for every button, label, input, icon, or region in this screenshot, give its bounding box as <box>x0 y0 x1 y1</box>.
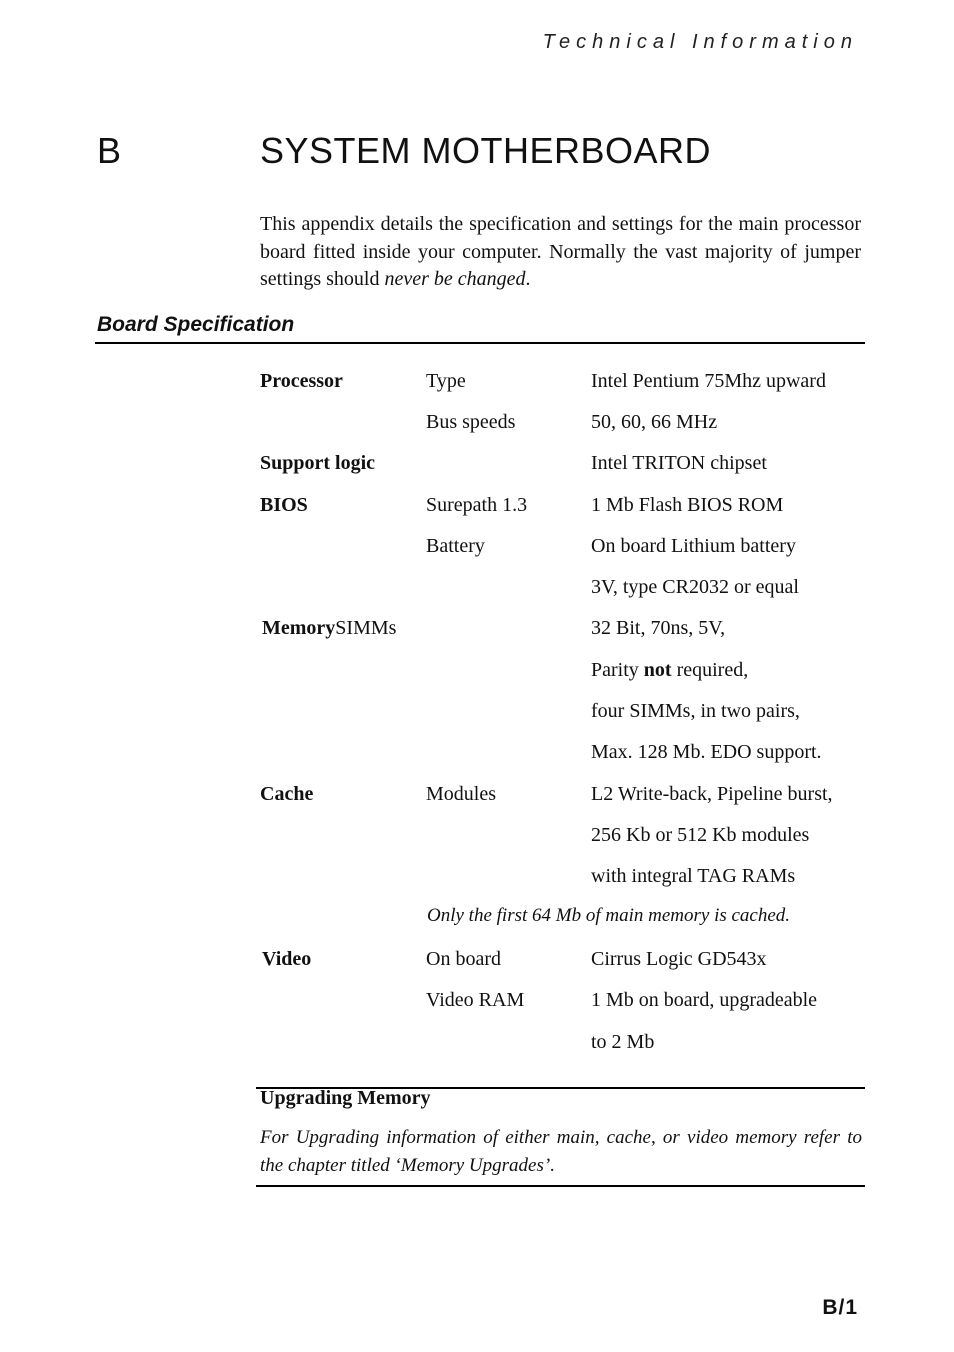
parity-text: Parity <box>591 659 644 681</box>
section-rule <box>95 342 865 344</box>
memory-label: Memory <box>262 617 336 639</box>
spec-value: Cirrus Logic GD543x <box>591 948 767 970</box>
intro-paragraph <box>260 211 861 294</box>
spec-value: 1 Mb on board, upgradeable <box>591 989 818 1011</box>
spec-value: On board Lithium battery <box>591 535 796 557</box>
spec-item: On board <box>426 948 501 970</box>
spec-label-cache: Cache <box>260 783 314 805</box>
spec-value: 256 Kb or 512 Kb modules <box>591 824 810 846</box>
upgrade-heading: Upgrading Memory <box>260 1087 431 1109</box>
spec-item: Battery <box>426 535 485 557</box>
spec-value: with integral TAG RAMs <box>591 865 796 887</box>
parity-text-end: required, <box>671 659 749 681</box>
section-heading: Board Specification <box>97 313 295 336</box>
spec-value: 50, 60, 66 MHz <box>591 411 718 433</box>
intro-text: This appendix details the specification and settings for the main processor board fitted inside your computer. Normally the vast majority of jumper settings should <box>260 213 861 290</box>
spec-item: Surepath 1.3 <box>426 494 528 516</box>
intro-text-end: . <box>525 268 531 290</box>
upgrade-text: For Upgrading information of either main, cache, or video memory refer to the chapter titled ‘Memory Upgrades’. <box>260 1127 862 1176</box>
spec-item: Bus speeds <box>426 411 516 433</box>
chapter-title: SYSTEM MOTHERBOARD <box>260 130 712 171</box>
spec-label-video: Video <box>262 948 312 970</box>
memory-item: SIMMs <box>335 617 397 639</box>
spec-value: Intel TRITON chipset <box>591 452 767 474</box>
spec-label-memory <box>262 616 396 640</box>
spec-label-processor: Processor <box>260 370 343 392</box>
spec-value: Max. 128 Mb. EDO support. <box>591 741 822 763</box>
spec-value: 1 Mb Flash BIOS ROM <box>591 494 784 516</box>
spec-value: to 2 Mb <box>591 1031 655 1053</box>
spec-item: Video RAM <box>426 989 525 1011</box>
spec-item: Type <box>426 370 466 392</box>
spec-value: L2 Write-back, Pipeline burst, <box>591 783 833 805</box>
page-number: B/1 <box>822 1296 858 1319</box>
intro-emphasis: never be changed <box>384 268 526 290</box>
cache-note: Only the first 64 Mb of main memory is cached. <box>427 905 791 926</box>
parity-emphasis: not <box>643 659 672 681</box>
spec-value-parity <box>591 658 748 682</box>
spec-value: four SIMMs, in two pairs, <box>591 700 800 722</box>
spec-label-support-logic: Support logic <box>260 452 376 474</box>
spec-value: 32 Bit, 70ns, 5V, <box>591 617 726 639</box>
spec-value: 3V, type CR2032 or equal <box>591 576 799 598</box>
spec-label-bios: BIOS <box>260 494 308 516</box>
spec-value: Intel Pentium 75Mhz upward <box>591 370 826 392</box>
chapter-letter: B <box>97 130 122 171</box>
running-header: Technical Information <box>542 31 858 53</box>
box-bottom-rule <box>256 1185 865 1187</box>
spec-item: Modules <box>426 783 496 805</box>
